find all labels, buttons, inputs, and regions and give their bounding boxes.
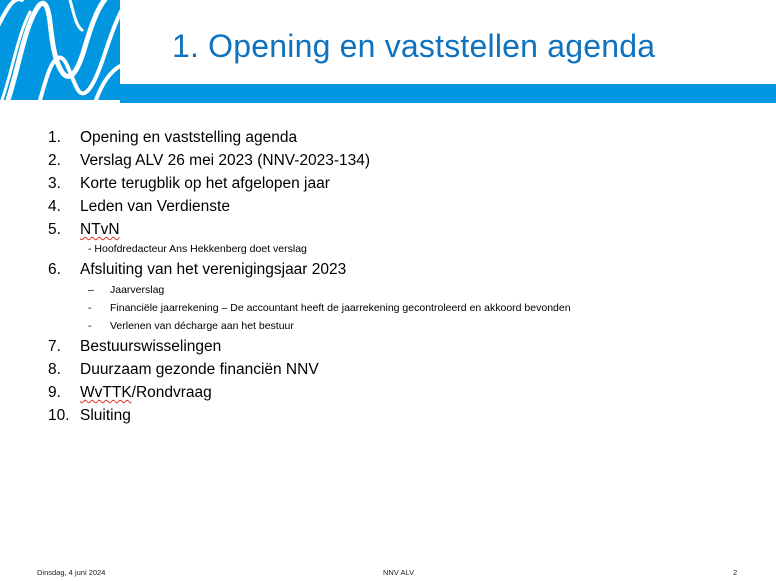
agenda-item-4 (48, 195, 748, 218)
item-text: Afsluiting van het verenigingsjaar 2023 (80, 261, 347, 278)
nnv-logo (0, 0, 120, 100)
item-number: 6. (48, 261, 61, 278)
item-number: 2. (48, 152, 61, 169)
item-text-abbrev: WvTTK (80, 384, 132, 401)
dash-bullet: - (88, 320, 92, 332)
sub-list (88, 241, 748, 258)
agenda-list (48, 126, 748, 427)
sub-item: - Hoofdredacteur Ans Hekkenberg doet verslag (88, 243, 307, 255)
agenda-item-3 (48, 172, 748, 195)
dash-bullet: – (88, 284, 94, 296)
item-text: Bestuurswisselingen (80, 338, 222, 355)
item-text: Verslag ALV 26 mei 2023 (NNV-2023-134) (80, 152, 371, 169)
sub-item-text: Verlenen van décharge aan het bestuur (110, 320, 294, 332)
agenda-item-5 (48, 218, 748, 258)
sub-item (88, 281, 748, 299)
item-number: 7. (48, 338, 61, 355)
item-text-rest: /Rondvraag (131, 384, 212, 401)
agenda-item-8 (48, 358, 748, 381)
dash-bullet: - (88, 302, 92, 314)
agenda-item-6 (48, 258, 748, 335)
wave-logo-icon (0, 0, 120, 100)
item-number: 4. (48, 198, 61, 215)
item-text: Leden van Verdienste (80, 198, 230, 215)
agenda-item-2 (48, 149, 748, 172)
item-number: 3. (48, 175, 61, 192)
item-text: Sluiting (80, 407, 131, 424)
sub-item-text: Financiële jaarrekening – De accountant heeft de jaarrekening gecontroleerd en akkoord bevonden (110, 302, 571, 314)
item-number: 5. (48, 221, 61, 238)
item-text: Duurzaam gezonde financiën NNV (80, 361, 319, 378)
agenda-item-10 (48, 404, 748, 427)
item-number: 10. (48, 407, 70, 424)
item-text: NTvN (80, 221, 120, 238)
sub-item-text: Jaarverslag (110, 284, 165, 296)
item-number: 1. (48, 129, 61, 146)
agenda-item-7 (48, 335, 748, 358)
item-text: Korte terugblik op het afgelopen jaar (80, 175, 330, 192)
footer-title: NNV ALV (383, 568, 415, 577)
footer-page-number: 2 (733, 568, 738, 577)
item-number: 9. (48, 384, 61, 401)
agenda-item-9 (48, 381, 748, 404)
slide-title: 1. Opening en vaststellen agenda (172, 28, 656, 64)
sub-item (88, 317, 748, 335)
item-text: Opening en vaststelling agenda (80, 129, 298, 146)
footer-date: Dinsdag, 4 juni 2024 (37, 568, 106, 577)
item-number: 8. (48, 361, 61, 378)
sub-list (88, 281, 748, 335)
header-accent-bar (120, 84, 776, 103)
sub-item (88, 299, 748, 317)
agenda-item-1 (48, 126, 748, 149)
